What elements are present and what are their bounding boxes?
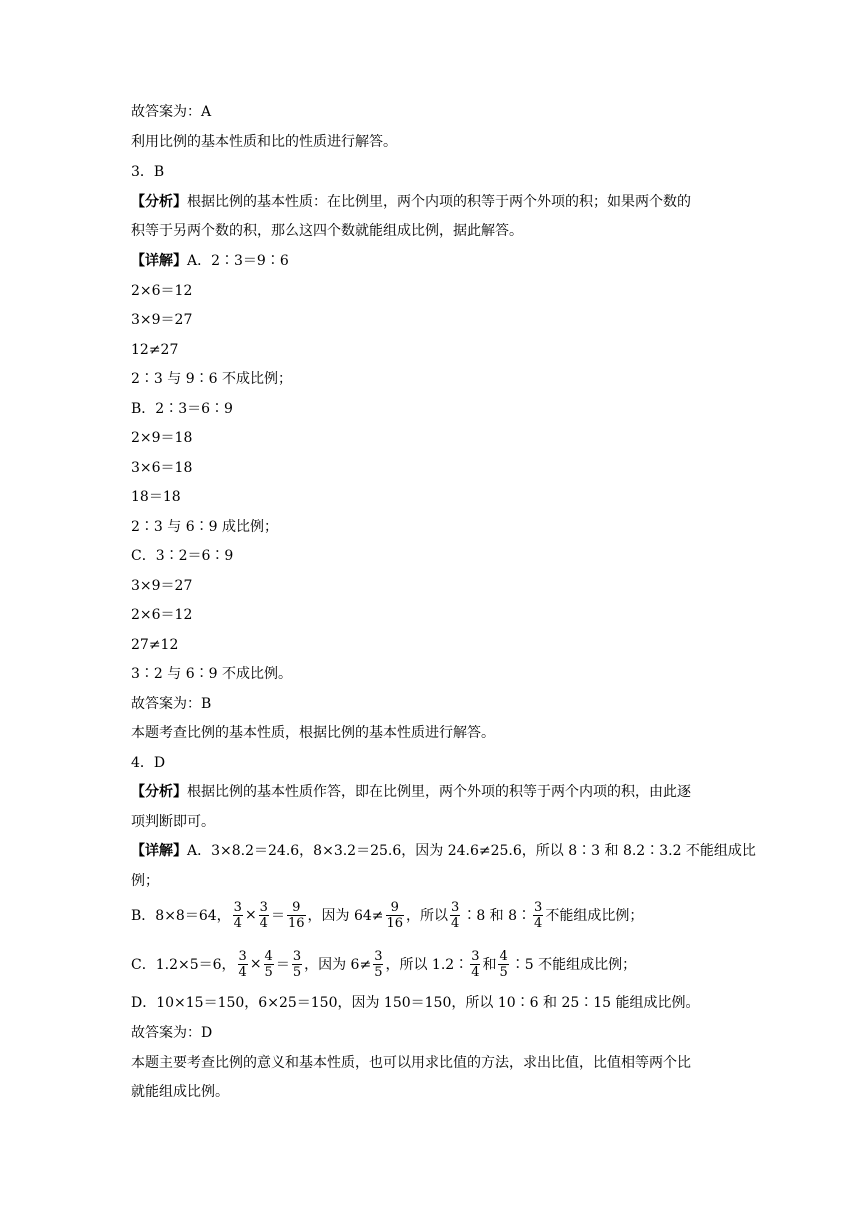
denominator: 4 bbox=[238, 964, 247, 980]
calc-line: 18＝18 bbox=[131, 489, 181, 505]
denominator: 4 bbox=[471, 964, 480, 980]
calc-line: 3×9＝27 bbox=[131, 312, 193, 328]
detail-4-d: D．10×15＝150，6×25＝150，因为 150＝150，所以 10∶6 和 25∶15 能组成比例。 bbox=[131, 995, 700, 1011]
text-part: C．1.2×5＝6， bbox=[131, 957, 236, 973]
numerator: 3 bbox=[471, 948, 480, 964]
denominator: 4 bbox=[451, 915, 460, 931]
analysis-tag: 【分析】 bbox=[131, 784, 187, 800]
denominator: 5 bbox=[374, 964, 383, 980]
calc-line: 2×6＝12 bbox=[131, 607, 193, 623]
numerator: 3 bbox=[451, 899, 460, 915]
calc-line: 2×6＝12 bbox=[131, 283, 193, 299]
calc-line: 3∶2 与 6∶9 不成比例。 bbox=[131, 666, 292, 682]
detail-4-c bbox=[131, 944, 636, 984]
detail-4-a-line-2: 例； bbox=[131, 873, 159, 889]
fraction bbox=[373, 949, 383, 980]
detail-3-a bbox=[131, 251, 289, 271]
answer-line-3: 故答案为：B bbox=[131, 696, 212, 712]
analysis-text: 根据比例的基本性质作答，即在比例里，两个外项的积等于两个内项的积，由此逐 bbox=[187, 784, 691, 800]
detail-tag: 【详解】 bbox=[131, 843, 187, 859]
calc-line: C．3∶2＝6∶9 bbox=[131, 548, 234, 564]
denominator: 5 bbox=[292, 964, 302, 980]
calc-line: 12≠27 bbox=[131, 342, 179, 358]
fraction bbox=[233, 900, 243, 931]
fraction bbox=[386, 900, 405, 931]
fraction bbox=[287, 900, 306, 931]
fraction bbox=[264, 949, 274, 980]
fraction bbox=[238, 949, 248, 980]
explanation-line-3: 本题考查比例的基本性质，根据比例的基本性质进行解答。 bbox=[131, 725, 495, 741]
numerator: 9 bbox=[390, 899, 399, 915]
question-4-answer: 4．D bbox=[131, 755, 166, 771]
answer-line-4: 故答案为：D bbox=[131, 1025, 213, 1041]
analysis-3-line-2: 积等于另两个数的积，那么这四个数就能组成比例，据此解答。 bbox=[131, 223, 523, 239]
denominator: 4 bbox=[233, 915, 242, 931]
text-part: ∶5 不能组成比例； bbox=[510, 957, 637, 973]
analysis-text: 根据比例的基本性质：在比例里，两个内项的积等于两个外项的积；如果两个数的 bbox=[187, 194, 691, 210]
text-part: ，因为 6≠ bbox=[304, 957, 372, 973]
detail-text: A．2∶3＝9∶6 bbox=[187, 253, 289, 269]
operator: × bbox=[244, 907, 257, 923]
fraction bbox=[533, 900, 543, 931]
denominator: 4 bbox=[259, 915, 268, 931]
numerator: 3 bbox=[233, 899, 242, 915]
numerator: 3 bbox=[292, 948, 302, 964]
denominator: 5 bbox=[499, 964, 508, 980]
text-part: ，所以 bbox=[406, 908, 449, 924]
numerator: 4 bbox=[264, 948, 273, 964]
text-part: 和 bbox=[482, 957, 497, 973]
calc-line: 27≠12 bbox=[131, 637, 179, 653]
detail-tag: 【详解】 bbox=[131, 253, 187, 269]
text-part: ∶8 和 8∶ bbox=[462, 908, 532, 924]
calc-line: 2∶3 与 6∶9 成比例； bbox=[131, 519, 278, 535]
denominator: 16 bbox=[386, 915, 404, 931]
summary-line-2: 就能组成比例。 bbox=[131, 1084, 229, 1100]
analysis-tag: 【分析】 bbox=[131, 194, 187, 210]
answer-line-2: 故答案为：A bbox=[131, 104, 212, 120]
detail-4-b bbox=[131, 895, 643, 935]
text-part: ，因为 64≠ bbox=[307, 908, 384, 924]
denominator: 5 bbox=[264, 964, 273, 980]
operator: ＝ bbox=[270, 908, 285, 924]
denominator: 16 bbox=[287, 915, 305, 931]
fraction bbox=[470, 949, 480, 980]
calc-line: 3×6＝18 bbox=[131, 460, 193, 476]
summary-line-1: 本题主要考查比例的意义和基本性质，也可以用求比值的方法，求出比值，比值相等两个比 bbox=[131, 1055, 691, 1071]
calc-line: 3×9＝27 bbox=[131, 578, 193, 594]
numerator: 3 bbox=[374, 948, 383, 964]
denominator: 4 bbox=[534, 915, 543, 931]
fraction bbox=[292, 949, 302, 980]
operator: ＝ bbox=[275, 957, 290, 973]
numerator: 3 bbox=[259, 899, 268, 915]
analysis-4-line-2: 项判断即可。 bbox=[131, 814, 215, 830]
numerator: 4 bbox=[499, 948, 508, 964]
calc-line: 2×9＝18 bbox=[131, 430, 193, 446]
explanation-line-2: 利用比例的基本性质和比的性质进行解答。 bbox=[131, 134, 397, 150]
analysis-3-line-1 bbox=[131, 192, 691, 212]
text-part: 不能组成比例； bbox=[545, 908, 644, 924]
fraction bbox=[259, 900, 269, 931]
text-part: ，所以 1.2∶ bbox=[385, 957, 469, 973]
calc-line: B．2∶3＝6∶9 bbox=[131, 401, 233, 417]
calc-line: 2∶3 与 9∶6 不成比例； bbox=[131, 371, 292, 387]
analysis-4-line-1 bbox=[131, 782, 691, 802]
numerator: 3 bbox=[534, 899, 543, 915]
operator: × bbox=[249, 956, 262, 972]
question-3-answer: 3．B bbox=[131, 164, 165, 180]
numerator: 9 bbox=[292, 899, 301, 915]
detail-4-a-line-1 bbox=[131, 841, 756, 861]
detail-text: A．3×8.2＝24.6，8×3.2＝25.6，因为 24.6≠25.6，所以 8∶3 和 8.2∶3.2 不能组成比 bbox=[187, 843, 756, 859]
fraction bbox=[498, 949, 508, 980]
numerator: 3 bbox=[238, 948, 247, 964]
text-part: B．8×8＝64， bbox=[131, 908, 231, 924]
fraction bbox=[450, 900, 460, 931]
